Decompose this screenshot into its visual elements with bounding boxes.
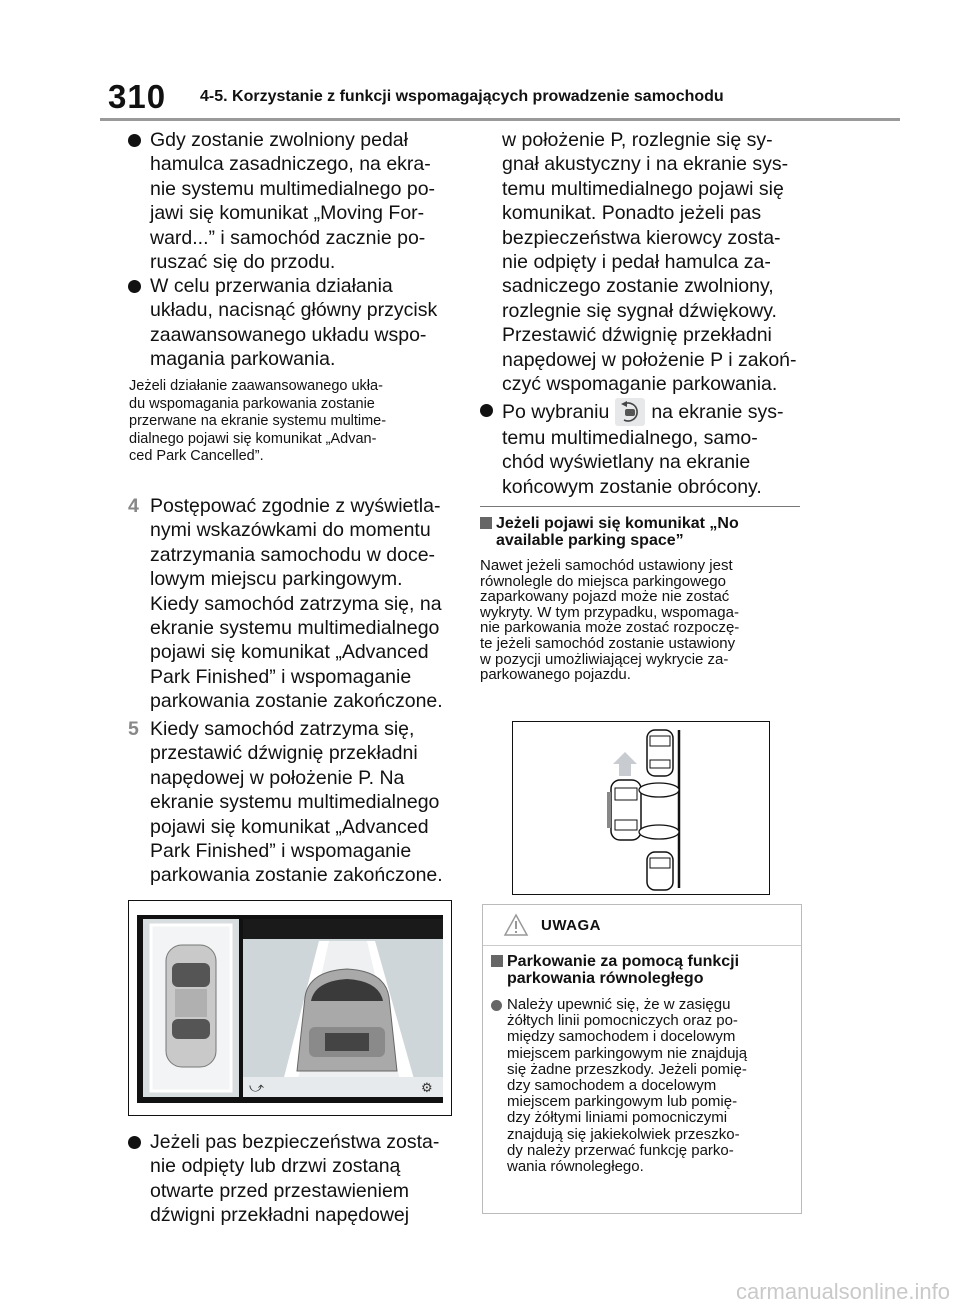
- bullet-rotate: [480, 398, 800, 499]
- step-4: [128, 494, 458, 714]
- gear-icon: ⚙: [421, 1081, 433, 1096]
- warning-title: UWAGA: [541, 917, 601, 934]
- header-divider: [100, 118, 900, 121]
- bullet-brake-release: [128, 128, 458, 274]
- step-number: 5: [128, 718, 139, 740]
- square-marker-icon: [480, 517, 492, 529]
- section-title: 4-5. Korzystanie z funkcji wspomagających prowadzenie samochodu: [200, 88, 724, 105]
- step-text: Postępować zgodnie z wyświetla- nymi wskazówkami do momentu zatrzymania samochodu w doce- lowym miejscu parkingowym. Kiedy samochód zatrzyma się, na ekranie systemu multimedialnego pojawi się komunikat „Advanced Park Finished” i wspomaganie parkowania zostanie zakończone.: [150, 495, 443, 713]
- screen-illustration: [129, 901, 451, 1115]
- step-text: Kiedy samochód zatrzyma się, przestawić dźwignię przekładni napędowej w położenie P. Na ekranie systemu multimedialnego pojawi się komunikat „Advanced Park Finished” i wspomaganie parkowania zostanie zakończone.: [150, 718, 443, 887]
- page-header: [100, 78, 900, 118]
- note-cancelled: Jeżeli działanie zaawansowanego ukła- du wspomagania parkowania zostanie przerwane na ekranie systemu multime- dialnego pojawi się komunikat „Advan- ced Park Cancelled”.: [129, 378, 387, 464]
- warning-header: [483, 905, 801, 946]
- bullet-text: Gdy zostanie zwolniony pedał hamulca zasadniczego, na ekra- nie systemu multimedialnego po- jawi się komunikat „Moving For- ward...” i samochód zacznie po- ruszać się do przodu.: [150, 129, 436, 274]
- bullet-text: Jeżeli pas bezpieczeństwa zosta- nie odpięty lub drzwi zostaną otwarte przed przestawieniem dźwigni przekładni napędowej: [150, 1131, 440, 1227]
- front-view-car-icon: [297, 969, 397, 1071]
- bullet-dot: [128, 1136, 141, 1149]
- warning-heading: Parkowanie za pomocą funkcji parkowania równoległego: [491, 953, 791, 987]
- own-car: [607, 780, 641, 840]
- warning-triangle-icon: [503, 913, 529, 937]
- step-number: 4: [128, 495, 139, 517]
- bullet-dot: [128, 134, 141, 147]
- park-assist-icon: ⤻: [249, 1080, 264, 1096]
- multimedia-screen-figure: [128, 900, 452, 1116]
- parked-car-front: [647, 730, 673, 776]
- parking-illustration: [513, 722, 769, 894]
- warning-box: [482, 904, 802, 1214]
- bullet-seatbelt: [128, 1130, 458, 1228]
- page-number: 310: [108, 78, 167, 115]
- bullet-text: w położenie P, rozlegnie się sy- gnał akustyczny i na ekranie sys- temu multimedialnego pojawi się komunikat. Ponadto jeżeli pas bezpieczeństwa kierowcy zosta- nie odpięty i pedał hamulca za- sadniczego zostanie zwolniony, rozlegnie się sygnał dźwiękowy. Przestawić dźwignię przekładni napędowej w położenie P i zakoń- czyć wspomaganie parkowania.: [502, 129, 797, 396]
- sensor-zone: [639, 783, 679, 797]
- sensor-zone: [639, 825, 679, 839]
- parking-diagram: [512, 721, 770, 895]
- bullet-dot: [491, 1000, 502, 1011]
- info-heading: Jeżeli pojawi się komunikat „No available parking space”: [480, 515, 800, 549]
- section-divider: [480, 506, 800, 507]
- rotate-car-icon: [615, 398, 645, 426]
- bullet-dot: [128, 280, 141, 293]
- bullet-text: Po wybraniu na ekranie sys- temu multimedialnego, samo- chód wyświetlany na ekranie końcowym zostanie obrócony.: [480, 398, 800, 499]
- step-5: [128, 717, 458, 888]
- direction-arrow-icon: [613, 752, 637, 776]
- site-watermark: carmanualsonline.info: [735, 1279, 950, 1304]
- top-view-car-icon: [166, 945, 216, 1067]
- parked-car-rear: [647, 852, 673, 890]
- bullet-dot: [480, 404, 493, 417]
- bullet-seatbelt-continued: [480, 128, 800, 396]
- bullet-cancel: [128, 274, 458, 372]
- square-marker-icon: [491, 955, 503, 967]
- warning-body: Należy upewnić się, że w zasięgu żółtych linii pomocniczych oraz po- między samochodem i docelowym miejscem parkingowym nie znajdują się żadne przeszkody. Jeżeli pomię- dzy samochodem a docelowym miejscem parkingowym lub pomię- dzy żółtymi liniami pomocniczymi znajdują się jakiekolwiek przeszko- dy należy przerwać funkcję parko- wania równoległego.: [491, 997, 795, 1175]
- bullet-text: W celu przerwania działania układu, nacisnąć główny przycisk zaawansowanego układu wspo- magania parkowania.: [150, 275, 438, 371]
- info-body: Nawet jeżeli samochód ustawiony jest równolegle do miejsca parkingowego zaparkowany pojazd może nie zostać wykryty. W tym przypadku, wspomaga- nie parkowania może zostać rozpoczę- te jeżeli samochód zostanie ustawiony w pozycji umożliwiającej wykrycie za- parkowanego pojazdu.: [480, 557, 740, 684]
